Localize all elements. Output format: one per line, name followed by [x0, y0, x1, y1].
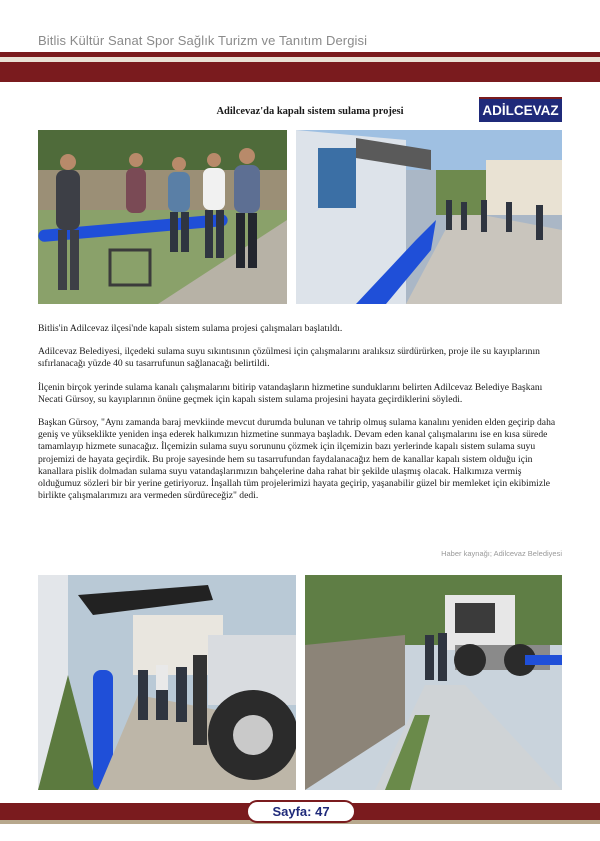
article-title: Adilcevaz'da kapalı sistem sulama projesi — [216, 106, 404, 117]
paragraph-2: Adilcevaz Belediyesi, ilçedeki sulama suyu sıkıntısının çözülmesi için çalışmalarını aralıksız sürdürürken, proje ile su kayıplarının sıfırlanacağı yüzde 40 su tasarrufunun sağlanacağı belirtildi. — [38, 346, 540, 370]
paragraph-3: İlçenin birçok yerinde sulama kanalı çalışmalarını bitirip vatandaşların hizmetine sunduklarını belirten Adilcevaz Belediye Başkanı Necati Gürsoy, su kayıplarının önüne geçmek için kapalı sistem sulama projesini hayata geçirdiklerini söyledi. — [38, 381, 543, 405]
paragraph-4: Başkan Gürsoy, "Aynı zamanda baraj mevkiinde mevcut durumda bulunan ve tahrip olmuş sulama kanalını yeniden elden geçirip daha geniş ve yükseklikte yeniden inşa ederek halkımızın hizmetine sunmaya başladık. Devam eden kanal çalışmalarını ise en kısa sürede tamamlayıp hizmete sunacağız. İlçemizin sulama suyu sorununu çözmek için ilçemizin bazı yerlerinde kapalı sistem sulama suyu projemizi de hayata geçirdik. Bu proje sayesinde hem su tasarrufundan faydalanacağız hem de kanallar kapalı sistem olduğu için kanallara pislik dolmadan sulama suyu vatandaşlarımızın bahçelerine daha rahat bir şekilde ulaşmış olacak. Halkımıza vermiş olduğumuz sözleri bir bir yerine getiriyoruz. İnşallah tüm projelerimizi hayata geçirip, yaşanabilir güzel bir memleket için ekibimizle birlikte çalışmalarımızı ara vermeden sürdüreceğiz" dedi. — [38, 417, 556, 502]
photo-street-pipe — [296, 130, 562, 304]
photo-workers-pipe — [38, 130, 287, 304]
article-body — [38, 323, 562, 513]
header-band-thick — [0, 62, 600, 82]
paragraph-1: Bitlis'in Adilcevaz ilçesi'nde kapalı sistem sulama projesi çalışmaları başlatıldı. — [38, 323, 343, 334]
news-source: Haber kaynağı; Adilcevaz Belediyesi — [441, 549, 562, 558]
photo-excavator-officials — [38, 575, 296, 790]
location-tag: ADİLCEVAZ — [479, 97, 562, 122]
magazine-title: Bitlis Kültür Sanat Spor Sağlık Turizm ve Tanıtım Dergisi — [38, 33, 368, 48]
photo-backhoe-street — [305, 575, 562, 790]
page-number: Sayfa: 47 — [246, 800, 356, 823]
